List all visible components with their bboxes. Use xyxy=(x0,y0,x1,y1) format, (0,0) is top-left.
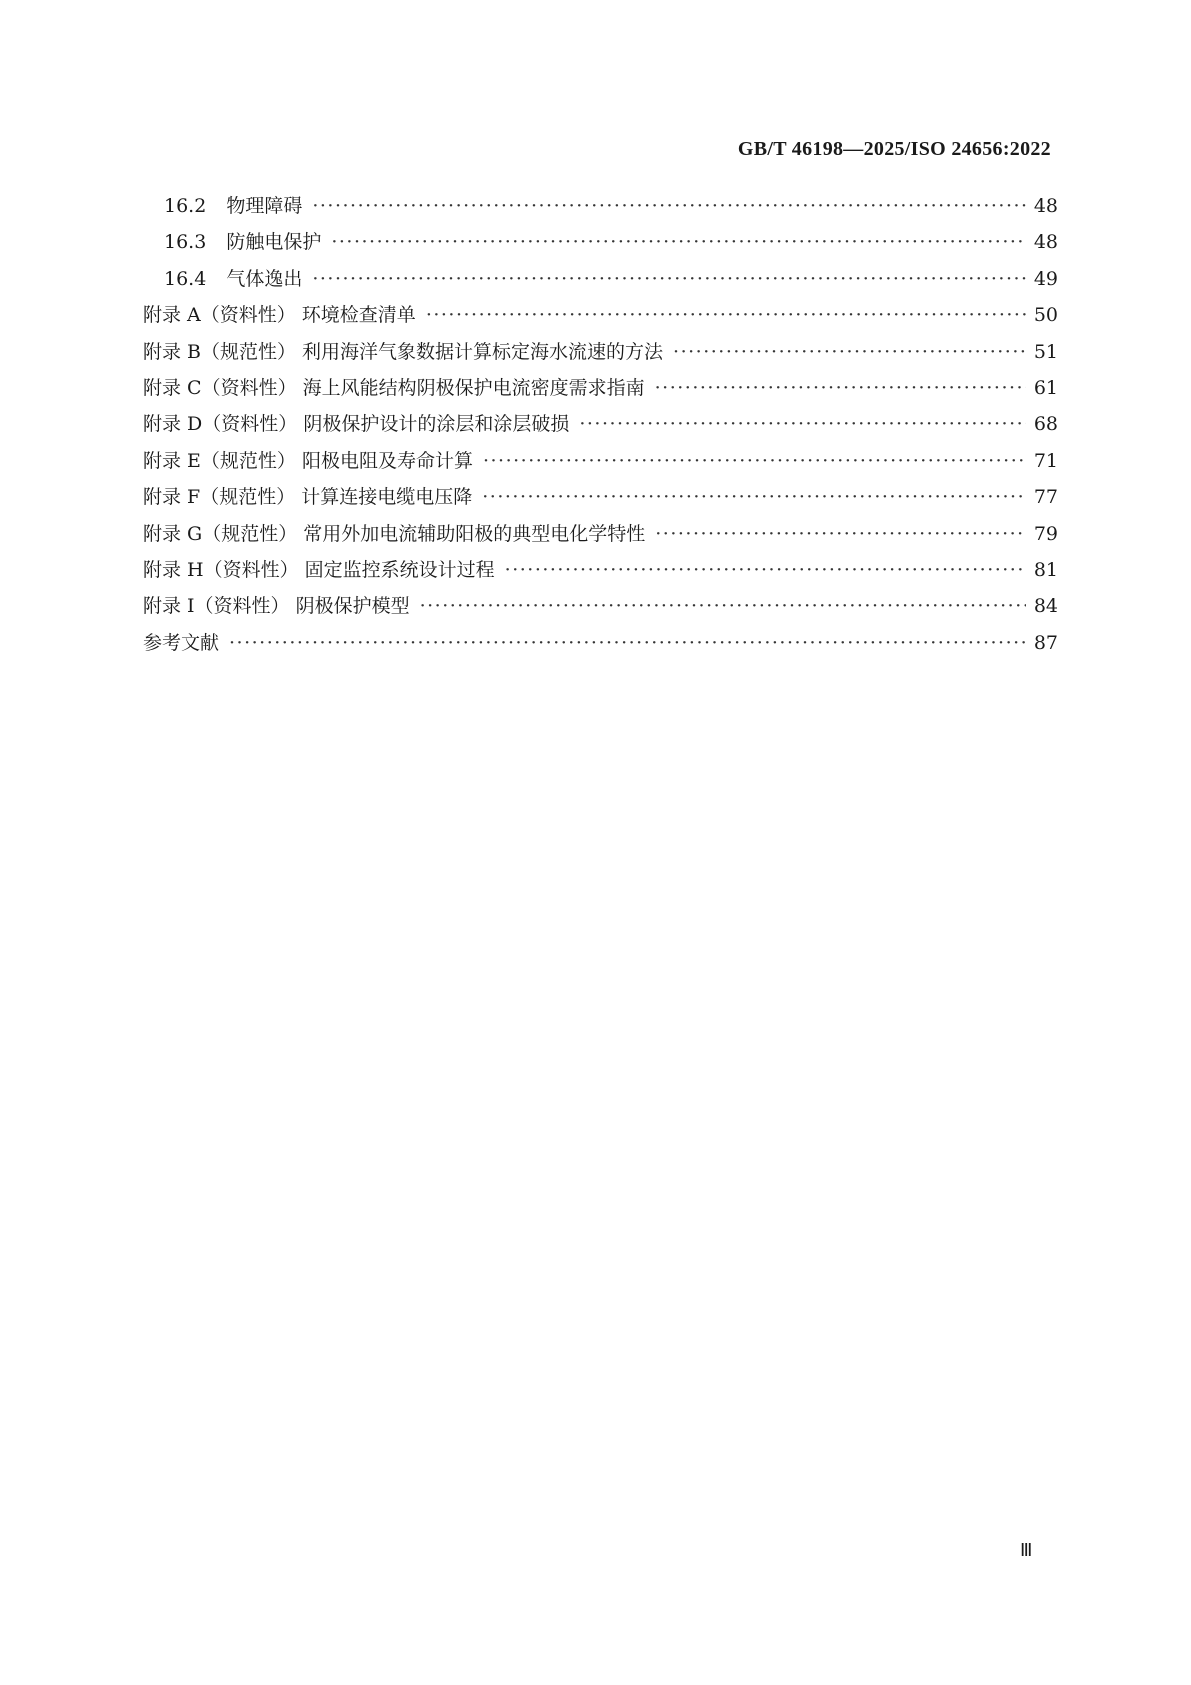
toc-leader-dots xyxy=(312,195,1025,217)
toc-leader-dots xyxy=(426,304,1026,326)
toc-entry-title: 参考文献 xyxy=(143,631,220,654)
standard-code-header: GB/T 46198—2025/ISO 24656:2022 xyxy=(737,138,1051,160)
toc-leader-dots xyxy=(655,523,1026,545)
toc-leader-dots xyxy=(655,377,1026,399)
toc-leader-dots xyxy=(673,341,1026,363)
toc-entry-appendix-e[interactable] xyxy=(143,446,1058,482)
toc-entry-appendix-f[interactable] xyxy=(143,482,1058,518)
toc-entry-appendix-i[interactable] xyxy=(143,591,1058,627)
toc-entry-appendix-b[interactable] xyxy=(143,337,1058,373)
toc-leader-dots xyxy=(482,486,1026,508)
toc-entry-16-4[interactable] xyxy=(143,264,1058,300)
toc-entry-page: 68 xyxy=(1033,413,1058,436)
toc-leader-dots xyxy=(229,632,1026,654)
toc-entry-appendix-c[interactable] xyxy=(143,373,1058,409)
toc-entry-16-3[interactable] xyxy=(143,227,1058,263)
toc-entry-title: 附录 D（资料性） 阴极保护设计的涂层和涂层破损 xyxy=(143,413,570,436)
toc-entry-page: 77 xyxy=(1033,486,1058,509)
toc-entry-title: 气体逸出 xyxy=(226,267,303,290)
toc-entry-page: 51 xyxy=(1033,340,1058,363)
toc-entry-title: 附录 I（资料性） 阴极保护模型 xyxy=(143,595,410,618)
toc-entry-title: 物理障碍 xyxy=(226,195,303,217)
toc-entry-title: 附录 G（规范性） 常用外加电流辅助阳极的典型电化学特性 xyxy=(143,522,646,545)
toc-entry-page: 71 xyxy=(1033,449,1058,472)
toc-leader-dots xyxy=(505,559,1026,581)
toc-entry-page: 84 xyxy=(1033,595,1058,618)
toc-entry-title: 附录 B（规范性） 利用海洋气象数据计算标定海水流速的方法 xyxy=(143,340,664,363)
toc-entry-appendix-g[interactable] xyxy=(143,519,1058,555)
toc-entry-title: 附录 F（规范性） 计算连接电缆电压降 xyxy=(143,486,473,509)
toc-entry-page: 87 xyxy=(1033,631,1058,654)
toc-entry-page: 61 xyxy=(1033,376,1058,399)
toc-entry-page: 79 xyxy=(1033,522,1058,545)
toc-entry-title: 附录 H（资料性） 固定监控系统设计过程 xyxy=(143,558,495,581)
toc-entry-bibliography[interactable] xyxy=(143,628,1058,664)
toc-entry-number: 16.4 xyxy=(164,267,207,290)
page-number: Ⅲ xyxy=(1020,1540,1033,1560)
toc-entry-16-2[interactable] xyxy=(143,191,1058,227)
toc-entry-page: 49 xyxy=(1033,267,1058,290)
toc-leader-dots xyxy=(420,595,1026,617)
toc-leader-dots xyxy=(579,413,1025,435)
toc-entry-number: 16.2 xyxy=(164,195,207,217)
toc-entry-title: 防触电保护 xyxy=(226,231,322,254)
toc-entry-page: 81 xyxy=(1033,558,1058,581)
toc-entry-appendix-d[interactable] xyxy=(143,409,1058,445)
toc-entry-title: 附录 C（资料性） 海上风能结构阴极保护电流密度需求指南 xyxy=(143,376,645,399)
toc-leader-dots xyxy=(312,268,1025,290)
toc-entry-appendix-h[interactable] xyxy=(143,555,1058,591)
toc-leader-dots xyxy=(331,231,1025,253)
toc-entry-page: 48 xyxy=(1033,231,1058,254)
toc-entry-title: 附录 A（资料性） 环境检查清单 xyxy=(143,304,416,327)
toc-entry-page: 48 xyxy=(1033,195,1058,217)
toc-entry-page: 50 xyxy=(1033,304,1058,327)
toc-entry-number: 16.3 xyxy=(164,231,207,254)
toc-entry-title: 附录 E（规范性） 阳极电阻及寿命计算 xyxy=(143,449,473,472)
toc-leader-dots xyxy=(483,450,1026,472)
table-of-contents xyxy=(143,191,1058,664)
toc-entry-appendix-a[interactable] xyxy=(143,300,1058,336)
